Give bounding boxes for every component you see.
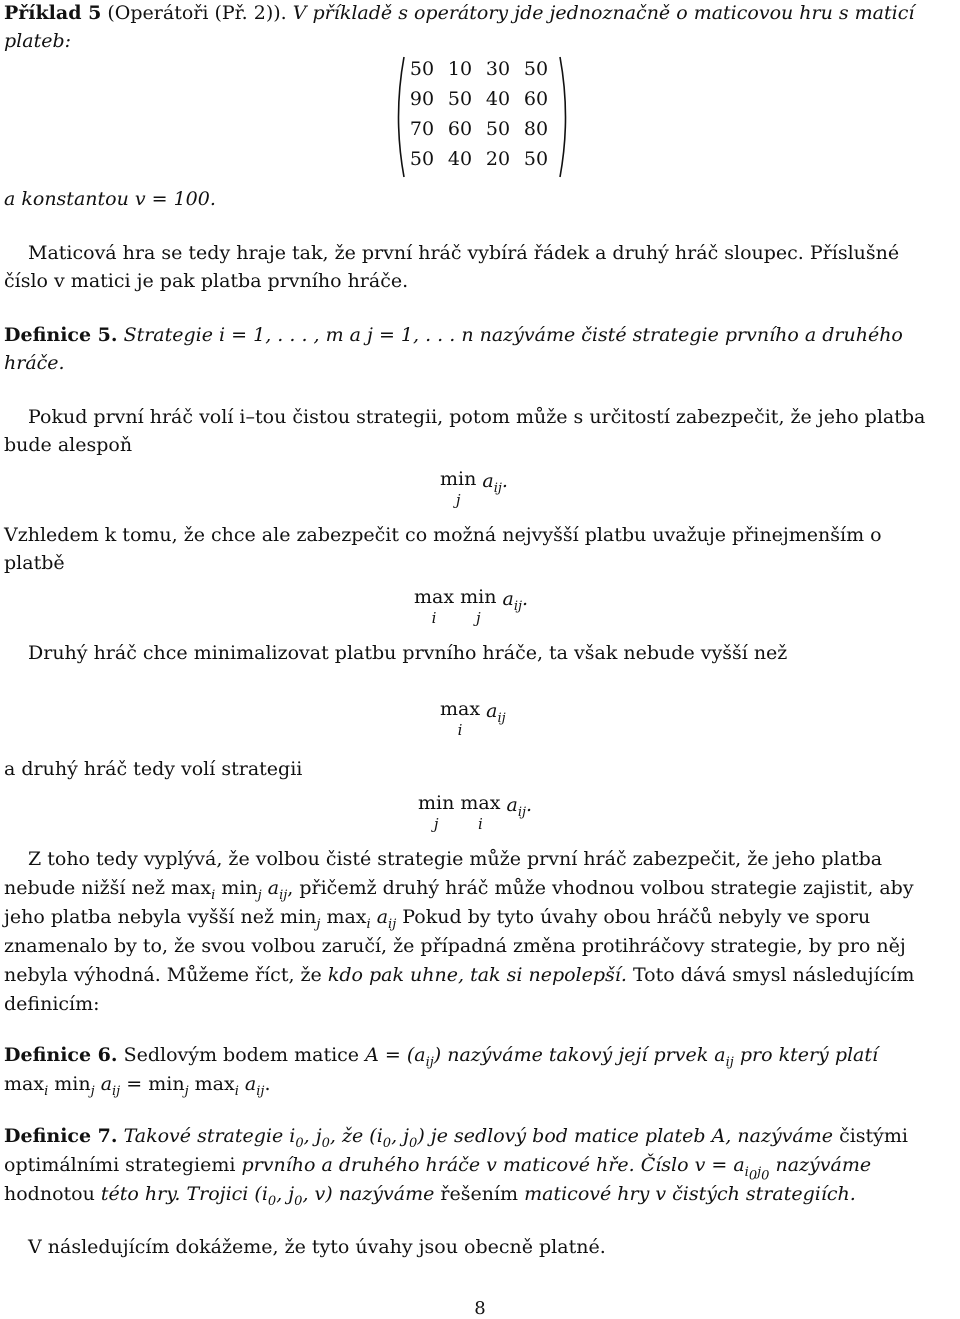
matrix-cell: 40 [485,88,511,110]
formula-min-aij: min j $a_{ij}$. [440,468,508,509]
para4-line1: Druhý hráč chce minimalizovat platbu prvního hráče, ta však nebude vyšší než [28,642,788,664]
para1-line2: číslo v matici je pak platba prvního hráče. [4,270,409,292]
para5-line6: definicím: [4,993,100,1015]
para2-line2: bude alespoň [4,434,133,456]
def7-label: Definice 7. [4,1125,118,1147]
def6-label: Definice 6. [4,1044,118,1066]
para5-line4: znamenalo by to, že svou volbou zaručí, že případná změna protihráčovy strategie, by pro něj [4,935,906,957]
matrix-cell: 90 [409,88,435,110]
def5-line2: hráče. [4,352,65,374]
example-heading [4,2,914,24]
matrix-cell: 10 [447,58,473,80]
para5-line2: nebude nižší než $\max_i \min_j a_{ij}$, přičemž druhý hráč může vhodnou volbou strategie zajistit, aby [4,877,914,903]
para4-line2: a druhý hráč tedy volí strategii [4,758,303,780]
formula-maxmin-aij: max i min j $a_{ij}$. [414,586,529,627]
def7-line3: hodnotou této hry. Trojici ($i_0$, $j_0$, v) nazýváme řešením maticové hry v čistých strategiích. [4,1183,856,1209]
matrix-cell: 30 [485,58,511,80]
example-label: Příklad 5 [4,2,102,24]
para3-line2: platbě [4,552,65,574]
page-number: 8 [474,1298,486,1319]
matrix-cell: 80 [523,118,549,140]
def5-text: Strategie i = 1, . . . , m a j = 1, . . . n nazýváme čisté strategie prvního a druhého [123,324,903,346]
para5-line1: Z toho tedy vyplývá, že volbou čisté strategie může první hráč zabezpečit, že jeho platba [28,848,883,870]
matrix-cell: 50 [409,58,435,80]
payoff-matrix [392,56,572,178]
matrix-cell: 60 [447,118,473,140]
example-title: (Operátoři (Př. 2)). [107,2,287,24]
para3-line1: Vzhledem k tomu, že chce ale zabezpečit co možná nejvyšší platbu uvažuje přinejmenším o [4,524,882,546]
matrix-cell: 70 [409,118,435,140]
matrix-cell: 50 [409,148,435,170]
right-paren [558,56,572,178]
para1-line1: Maticová hra se tedy hraje tak, že první hráč vybírá řádek a druhý hráč sloupec. Příslušné [28,242,900,264]
matrix-cell: 20 [485,148,511,170]
matrix-cell: 50 [523,148,549,170]
def7-line1: Definice 7. Takové strategie $i_0$, $j_0$, že ($i_0$, $j_0$) je sedlový bod matice plateb A, nazýváme čistými [4,1125,909,1151]
matrix-cell: 40 [447,148,473,170]
matrix-cell: 50 [523,58,549,80]
example-text-cont: plateb: [4,30,72,52]
para5-line5: nebyla výhodná. Můžeme říct, že kdo pak uhne, tak si nepolepší. Toto dává smysl následujícím [4,964,915,986]
def5-label: Definice 5. [4,324,118,346]
def6-line1: Definice 6. Sedlovým bodem matice $A = (a_{ij})$ nazýváme takový její prvek $a_{ij}$ pro který platí [4,1044,879,1070]
def7-line2: optimálními strategiemi prvního a druhého hráče v maticové hře. Číslo $v = a_{i_0j_0}$ nazýváme [4,1154,872,1184]
def5-line1 [4,324,903,346]
para5-line3: jeho platba nebyla vyšší než $\min_j \max_i a_{ij}$ Pokud by tyto úvahy obou hráčů nebyly ve sporu [4,906,871,932]
formula-minmax-aij: min j max i $a_{ij}$. [418,792,533,833]
matrix-cell: 60 [523,88,549,110]
para2-line1: Pokud první hráč volí i–tou čistou strategii, potom může s určitostí zabezpečit, že jeho platba [28,406,926,428]
example-text: V příkladě s operátory jde jednoznačně o maticovou hru s maticí [292,2,915,24]
matrix-cell: 50 [447,88,473,110]
constant-text: a konstantou v = 100. [4,188,216,210]
formula-max-aij: max i $a_{ij}$ [440,698,506,739]
closing-text: V následujícím dokážeme, že tyto úvahy jsou obecně platné. [28,1236,606,1258]
matrix-cell: 50 [485,118,511,140]
def6-line2: $\max_i \min_j a_{ij} = \min_j \max_i a_{ij}$. [4,1073,271,1099]
